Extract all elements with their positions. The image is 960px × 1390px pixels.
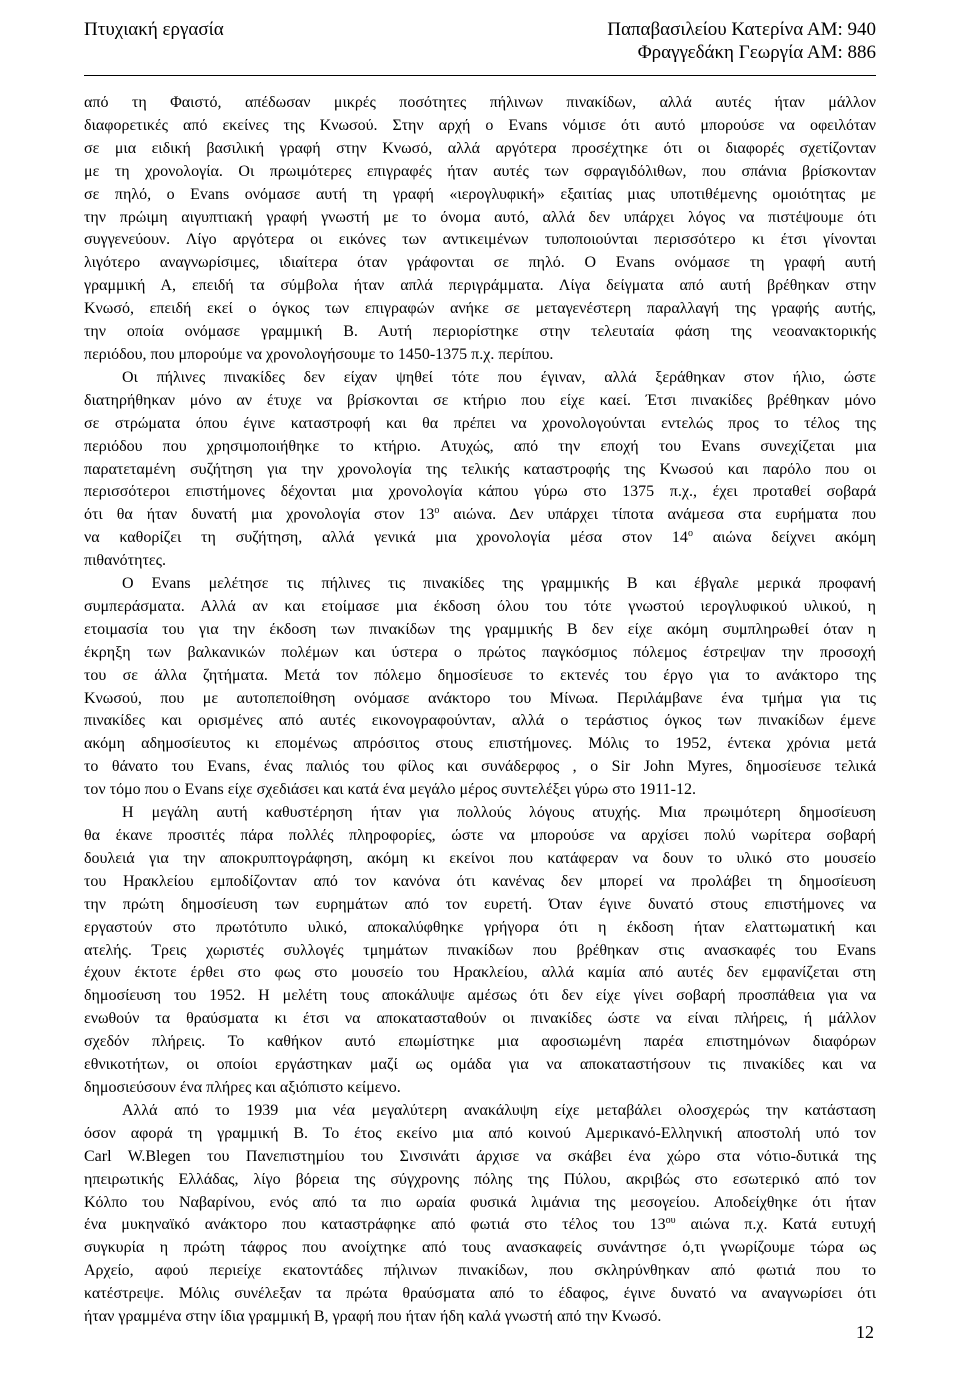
- text-line: ηπειρωτικής Ελλάδας, λίγο βόρεια της σύγχρονης πόλης της Πύλου, ακριβώς στο εσωτερικό από τον: [84, 1170, 876, 1188]
- text-line: εθνικοτήτων, οι οποίοι εργάστηκαν μαζί ως ομάδα για να αποκαταστήσουν τις πινακίδες και να: [84, 1056, 876, 1074]
- text-line: κατέστρεψε. Μόλις συνέλεξαν τα πρώτα θραύσματα από το έδαφος, έγινε δυνατό να αναγνωρίσει ότι: [84, 1285, 876, 1303]
- paragraph: [84, 92, 876, 367]
- text-line: Αρχείο, αφού περιείχε εκατοντάδες πήλινων πινακίδων, που σκληρύνθηκαν από φωτιά που το: [84, 1262, 876, 1280]
- text-line: την οποία ονόμασε γραμμική Β. Αυτή περιορίστηκε στην τελευταία φάση της νεοανακτορικής: [84, 323, 876, 341]
- text-line: την πρώτη δημοσίευση των ευρημάτων από τον ευρετή. Όταν έγινε δυνατό στους επιστήμονες να: [84, 895, 876, 913]
- text-line: ήταν γραμμένα στην ίδια γραμμική Β, γραφή που ήταν ήδη καλά γνωστή από την Κνωσό.: [84, 1308, 662, 1326]
- text-line: σε μια ειδική βασιλική γραφή στην Κνωσό, αλλά αργότερα προσέχτηκε ότι οι διαφορές σχετίζονταν: [84, 139, 876, 157]
- header-rule: [84, 75, 876, 76]
- text-line: την πρώιμη αιγυπτιακή γραφή γνωστή με το όνομα αυτό, αλλά δεν υπάρχει λόγος να πιστέψουμε ότι: [84, 208, 876, 226]
- text-line: με τη χρονολογία. Οι πρωιμότερες επιγραφές ήταν αυτές των σφραγιδόλιθων, που σπάνια βρίσκονταν: [84, 162, 876, 180]
- text-line: δουλειά για την αποκρυπτογράφηση, ακόμη κι εκείνοι που κατάφεραν να δουν το υλικό στο μουσείο: [84, 849, 876, 867]
- text-line: περιόδου που χρησιμοποιήθηκε το κτήριο. Ατυχώς, από την εποχή του Evans συνεχίζεται μια: [84, 437, 876, 455]
- paragraph: [84, 802, 876, 1100]
- text-line: έχουν έκτοτε έρθει στο φως στο μουσείο του Ηρακλείου, αλλά καμία από αυτές δεν εμφανίζεται στη: [84, 964, 876, 982]
- text-line: όσον αφορά τη γραμμική Β. Το έτος εκείνο μια από κοινού Αμερικανό-Ελληνική αποστολή υπό τον: [84, 1124, 876, 1142]
- text-line: Carl W.Blegen του Πανεπιστημίου του Σινσινάτι άρχισε να σκάβει ένα χώρο στα νότιο-δυτικά της: [84, 1147, 876, 1165]
- text-line: ετοιμασία του για την έκδοση των πινακίδων της γραμμικής Β δεν είχε ακόμη συμπληρωθεί όταν η: [84, 620, 876, 638]
- text-line: εργαστούν στο πρωτότυπο υλικό, αποκαλύφθηκε γρήγορα ότι η έκδοση ήταν ελαττωματική και: [84, 918, 876, 936]
- text-line: Η μεγάλη αυτή καθυστέρηση ήταν για πολλούς λόγους ατυχής. Μια πρωιμότερη δημοσίευση: [122, 804, 876, 822]
- text-line: περιόδου, που μπορούμε να χρονολογήσουμε το 1450-1375 π.χ. περίπου.: [84, 345, 554, 363]
- text-line: έκρηξη των βαλκανικών πολέμων και ύστερα ο πρώτος παγκόσμιος πόλεμος έστρεψαν την προσοχή: [84, 643, 876, 661]
- page-header: [84, 18, 876, 78]
- text-line: Οι πήλινες πινακίδες δεν είχαν ψηθεί τότε που έγιναν, αλλά ξεράθηκαν στον ήλιο, ώστε: [122, 368, 876, 386]
- text-line: διατηρήθηκαν μόνο αν έτυχε να βρίσκονται σε κτήριο που είχε καεί. Έτσι πινακίδες βρέθηκαν μόνο: [84, 391, 876, 409]
- text-line: ενωθούν τα θραύσματα κι έτσι να αποκατασταθούν οι πινακίδες ώστε να είναι πλήρεις, ή μάλλον: [84, 1010, 876, 1028]
- text-line: συγγενεύουν. Λίγο αργότερα οι εικόνες των αντικειμένων τυποποιούνται περισσότερο κι έτσι γίνονται: [84, 231, 876, 249]
- header-author-1: Παπαβασιλείου Κατερίνα ΑΜ: 940: [607, 19, 876, 40]
- header-title: Πτυχιακή εργασία: [84, 19, 224, 40]
- text-line: ακόμη αδημοσίευτος κι επομένως απρόσιτος στους επιστήμονες. Μόλις το 1952, έντεκα χρόνια μετά: [84, 735, 876, 753]
- text-line: γραμμική Α, επειδή τα σύμβολα ήταν απλά περιγράμματα. Λίγα δείγματα από αυτή βρέθηκαν στην: [84, 277, 876, 295]
- text-line: τον τόμο που ο Evans είχε σχεδιάσει και κατά ένα μεγάλο μέρος συντελέξει γύρω στο 1911-12.: [84, 781, 696, 799]
- paragraph: [84, 573, 876, 802]
- text-line: Αλλά από το 1939 μια νέα μεγαλύτερη ανακάλυψη είχε μεταβάλει ολοσχερώς την κατάσταση: [122, 1101, 876, 1119]
- text-line: θα έκανε προσιτές πάρα πολλές πληροφορίες, ώστε να μπορούσε να αρχίσει πολύ νωρίτερα σοβαρή: [84, 827, 876, 844]
- header-authors: [607, 18, 876, 64]
- text-line: λιγότερο αναγνωρίσιμες, ιδιαίτερα όταν γράφονται σε πηλό. Ο Evans ονόμασε τη γραφή αυτή: [84, 254, 876, 272]
- header-author-2: Φραγγεδάκη Γεωργία ΑΜ: 886: [637, 42, 876, 63]
- text-line: Κόλπο του Ναβαρίνου, ενός από τα πιο ωραία φυσικά λιμάνια της μεσογείου. Αποδείχθηκε ότι ήταν: [84, 1193, 876, 1211]
- text-line: του Ηρακλείου εμποδίζονταν από τον κανόνα ότι κανένας δεν μπορεί να προλάβει τη δημοσίευση: [84, 872, 876, 890]
- text-line: παρατεταμένη συζήτηση για την χρονολογία της τελικής καταστροφής της Κνωσού και παρόλο που οι: [84, 460, 876, 478]
- text-line: δημοσιεύσουν ένα πλήρες και αξιόπιστο κείμενο.: [84, 1078, 401, 1096]
- text-line: πιθανότητες.: [84, 552, 166, 570]
- text-line: συγκυρία η πρώτη τάφρος που ανοίχτηκε από τους ανασκαφείς συνάντησε ό,τι γνωρίζουμε τώρα ως: [84, 1239, 876, 1257]
- text-line: σχεδόν πλήρεις. Το καθήκον αυτό επωμίστηκε μια αφοσιωμένη παρέα επιστημόνων διαφόρων: [84, 1033, 876, 1051]
- text-line: του σε άλλα ζητήματα. Μετά τον πόλεμο δημοσίευσε το εκτενές του έργο για το ανάκτορο της: [84, 666, 876, 684]
- page-number: 12: [856, 1322, 874, 1342]
- text-line: ένα μυκηναϊκό ανάκτορο που καταστράφηκε από φωτιά στο τέλος του $13^{o\upsilon}$ αιώνα π.χ. Κατά ευτυχή: [84, 1215, 876, 1234]
- text-line: πινακίδες και ορισμένες από αυτές εικονογραφούνταν, αλλά ο τεράστιος όγκος των πινακίδων έμενε: [84, 712, 876, 730]
- text-line: Κνωσού, που με αυτοπεποίθηση ονόμασε ανάκτορο του Μίνωα. Περιλάμβανε ένα τμήμα για τις: [84, 689, 876, 707]
- paragraph: [84, 1100, 876, 1329]
- text-line: το θάνατο του Evans, ένας παλιός του φίλος και συνάδερφος , ο Sir John Myres, δημοσίευσε τελικά: [84, 758, 876, 776]
- text-line: σε πηλό, ο Evans ονόμασε αυτή τη γραφή «ιερογλυφική» εξαιτίας μιας υποτιθέμενης ομοιότητας με: [84, 185, 876, 203]
- body-text: [84, 92, 876, 1329]
- text-line: σε στρώματα όπου έγινε καταστροφή και θα πρέπει να χρονολογούνται εντελώς προς το τέλος της: [84, 414, 876, 432]
- text-line: να καθορίζει τη συζήτηση, αλλά γενικά μια χρονολογία μέσα στον $14^o$ αιώνα δείχνει ακόμη: [84, 528, 877, 547]
- text-line: συμπεράσματα. Αλλά αν και ετοίμασε μια έκδοση όλου του τότε γνωστού ιερογλυφικού υλικού, η: [84, 597, 876, 615]
- text-line: Ο Evans μελέτησε τις πήλινες τις πινακίδες της γραμμικής Β και έβγαλε μερικά προφανή: [122, 575, 876, 593]
- text-line: δημοσίευση του 1952. Η μελέτη τους αποκάλυψε αμέσως ότι δεν είχε γίνει σοβαρή προσπάθεια για να: [84, 987, 876, 1005]
- text-line: ότι θα ήταν δυνατή μια χρονολογία στον $13^o$ αιώνα. Δεν υπάρχει τίποτα ανάμεσα στα ευρήματα που: [84, 505, 876, 524]
- paragraph: [84, 367, 876, 573]
- text-line: περισσότεροι επιστήμονες δέχονται μια χρονολογία κάπου γύρω στο 1375 π.χ., έχει προταθεί σοβαρά: [84, 483, 876, 501]
- text-line: Κνωσό, επειδή εκεί ο όγκος των επιγραφών ανήκε σε μεταγενέστερη παραλλαγή της γραφής αυτής,: [84, 300, 876, 318]
- text-line: διαφορετικές από εκείνες της Κνωσού. Στην αρχή ο Evans νόμισε ότι αυτό μπορούσε να οφειλόταν: [84, 116, 876, 134]
- text-line: από τη Φαιστό, απέδωσαν μικρές ποσότητες πήλινων πινακίδων, αλλά αυτές ήταν μάλλον: [84, 94, 876, 111]
- text-line: ατελής. Τρεις χωριστές συλλογές τμημάτων πινακίδων που βρέθηκαν στις ανασκαφές του Evans: [84, 941, 876, 959]
